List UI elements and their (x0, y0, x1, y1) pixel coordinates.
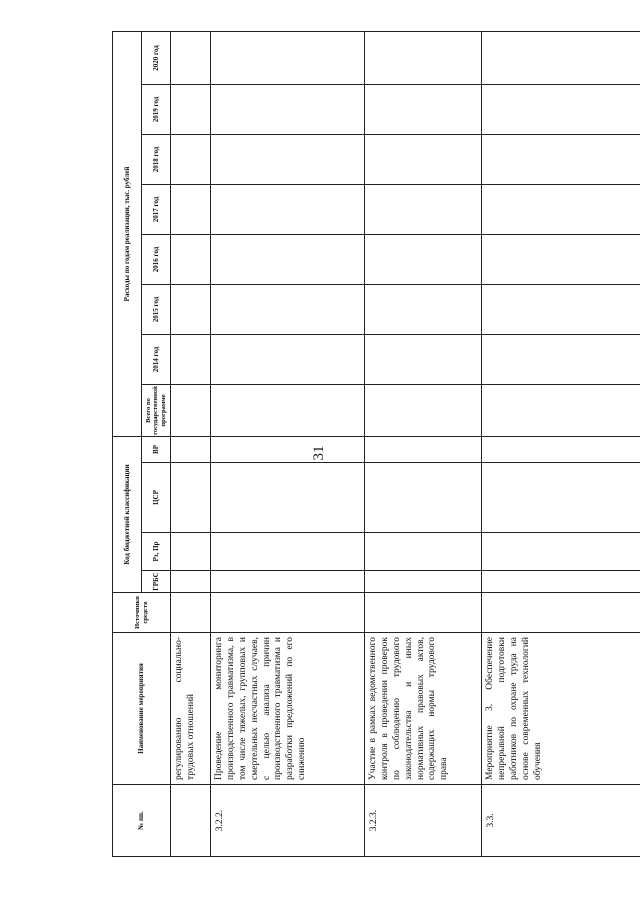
header-budget-group: Код бюджетной классификации (113, 436, 142, 592)
page-number: 31 (311, 445, 327, 461)
rotated-table-wrapper (112, 32, 640, 857)
row-name: регулированию социально-трудовых отношений (171, 633, 211, 785)
row-number: 3.2.3. (365, 785, 482, 857)
header-year-2018: 2018 год (142, 134, 171, 184)
row-number: 3.3. (482, 785, 640, 857)
header-year-2014: 2014 год (142, 334, 171, 384)
header-year-2017: 2017 год (142, 184, 171, 234)
header-year-2016: 2016 год (142, 234, 171, 284)
header-csr: ЦСР (142, 463, 171, 533)
header-total: Всего по государственной программе (142, 384, 171, 436)
header-year-2020: 2020 год (142, 31, 171, 84)
header-name: Наименование мероприятия (113, 633, 171, 785)
header-source: Источники средств (113, 593, 171, 633)
row-number: 3.2.2. (211, 785, 365, 857)
header-expenses-group: Расходы по годам реализации, тыс. рублей (113, 31, 142, 436)
row-name: Участие в рамках ведомственного контроля в проведении проверок по соблюдению трудового законодательства и иных нормативных правовых актов, содержащих нормы трудового права (365, 633, 482, 785)
row-name: Мероприятие 3. Обеспечение непрерывной подготовки работников по охране труда на основе современных технологий обучения (482, 633, 640, 785)
table-row (365, 31, 482, 856)
header-no: № пп. (113, 785, 171, 857)
header-year-2019: 2019 год (142, 84, 171, 134)
table-row (171, 31, 211, 856)
row-name: Проведение мониторинга производственного травматизма, в том числе тяжелых, групповых и смертельных несчастных случаев, с целью анализа причин производственного травматизма и разработки предложений по его снижению (211, 633, 365, 785)
header-vr: ВР (142, 436, 171, 462)
header-grbs: ГРБС (142, 571, 171, 593)
expenses-table (112, 31, 640, 857)
row-number (171, 785, 211, 857)
header-rz-pr: Рз, Пр (142, 533, 171, 571)
table-row (211, 31, 365, 856)
table-row (482, 31, 640, 856)
header-year-2015: 2015 год (142, 284, 171, 334)
